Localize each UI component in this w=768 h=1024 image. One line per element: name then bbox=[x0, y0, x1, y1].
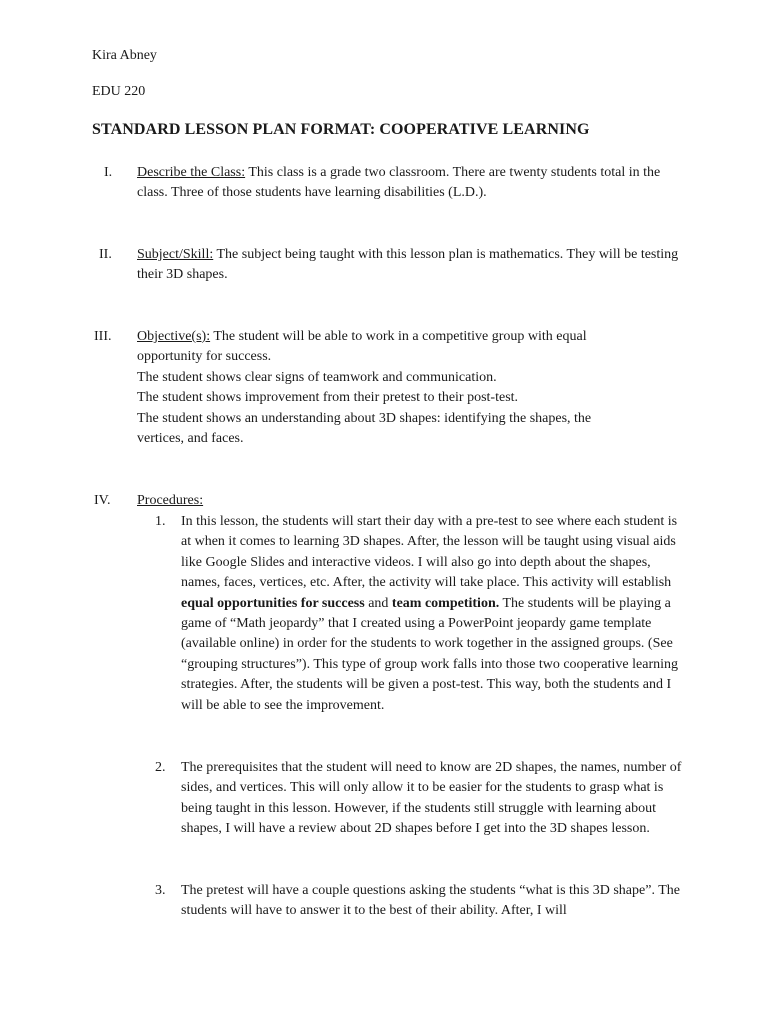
document-title: STANDARD LESSON PLAN FORMAT: COOPERATIVE LEARNING bbox=[92, 121, 590, 138]
procedure-text: The students will be playing a game of “Math jeopardy” that I created using a PowerPoint jeopardy game template (available online) in order for the students to work together in the assigned groups. (See “grouping structures”). This type of group work falls into those two cooperative learning strategies. After, the students will be given a post-test. This way, both the students and I will be able to see the improvement. bbox=[181, 595, 679, 713]
procedure-step-2 bbox=[181, 758, 684, 840]
section-subject-skill bbox=[137, 245, 682, 286]
section-text: The subject being taught with this lesson plan is mathematics. They will be testing their 3D shapes. bbox=[137, 247, 679, 283]
procedure-number-2: 2. bbox=[155, 760, 166, 775]
section-objectives bbox=[137, 327, 617, 449]
section-label: Describe the Class: bbox=[137, 165, 246, 180]
objective-line: The student shows an understanding about 3D shapes: identifying the shapes, the vertices, and faces. bbox=[137, 410, 592, 447]
procedure-step-3 bbox=[181, 881, 684, 922]
procedure-step-1 bbox=[181, 512, 684, 716]
procedure-text: The prerequisites that the student will need to know are 2D shapes, the names, number of sides, and vertices. This will only allow it to be easier for the students to grasp what is being taught in this lesson. However, if the students still struggle with learning about shapes, I will have a review about 2D shapes before I get into the 3D shapes lesson. bbox=[181, 760, 682, 837]
section-procedures bbox=[137, 491, 682, 511]
section-label: Procedures: bbox=[137, 493, 204, 508]
procedure-text: In this lesson, the students will start their day with a pre-test to see where each student is at when it comes to learning 3D shapes. After, the lesson will be taught using visual aids like Google Slides and interactive videos. I will also go into depth about the shapes, names, faces, vertices, etc. After, the activity will take place. This activity will establish bbox=[181, 514, 678, 591]
section-text: This class is a grade two classroom. There are twenty students total in the class. Three of those students have learning disabilities (L.D.). bbox=[137, 165, 661, 201]
objective-line: The student shows improvement from their pretest to their post-test. bbox=[137, 390, 519, 406]
procedure-emphasis: team competition. bbox=[391, 595, 500, 611]
section-label: Subject/Skill: bbox=[137, 247, 214, 262]
section-numeral-3: III. bbox=[94, 329, 112, 344]
procedure-number-1: 1. bbox=[155, 514, 166, 529]
procedure-text: and bbox=[364, 595, 392, 611]
author-name: Kira Abney bbox=[92, 48, 157, 63]
section-numeral-4: IV. bbox=[94, 493, 111, 508]
procedure-number-3: 3. bbox=[155, 883, 166, 898]
procedure-emphasis: equal opportunities for success bbox=[181, 595, 365, 611]
course-code: EDU 220 bbox=[92, 84, 146, 99]
section-describe-class bbox=[137, 163, 682, 204]
section-text: The student will be able to work in a competitive group with equal opportunity for success. bbox=[137, 329, 587, 365]
section-label: Objective(s): bbox=[137, 329, 211, 344]
objective-line: The student shows clear signs of teamwork and communication. bbox=[137, 369, 497, 385]
section-numeral-1: I. bbox=[104, 165, 113, 180]
section-numeral-2: II. bbox=[99, 247, 112, 262]
procedure-text: The pretest will have a couple questions asking the students “what is this 3D shape”. The students will have to answer it to the best of their ability. After, I will bbox=[181, 883, 680, 919]
